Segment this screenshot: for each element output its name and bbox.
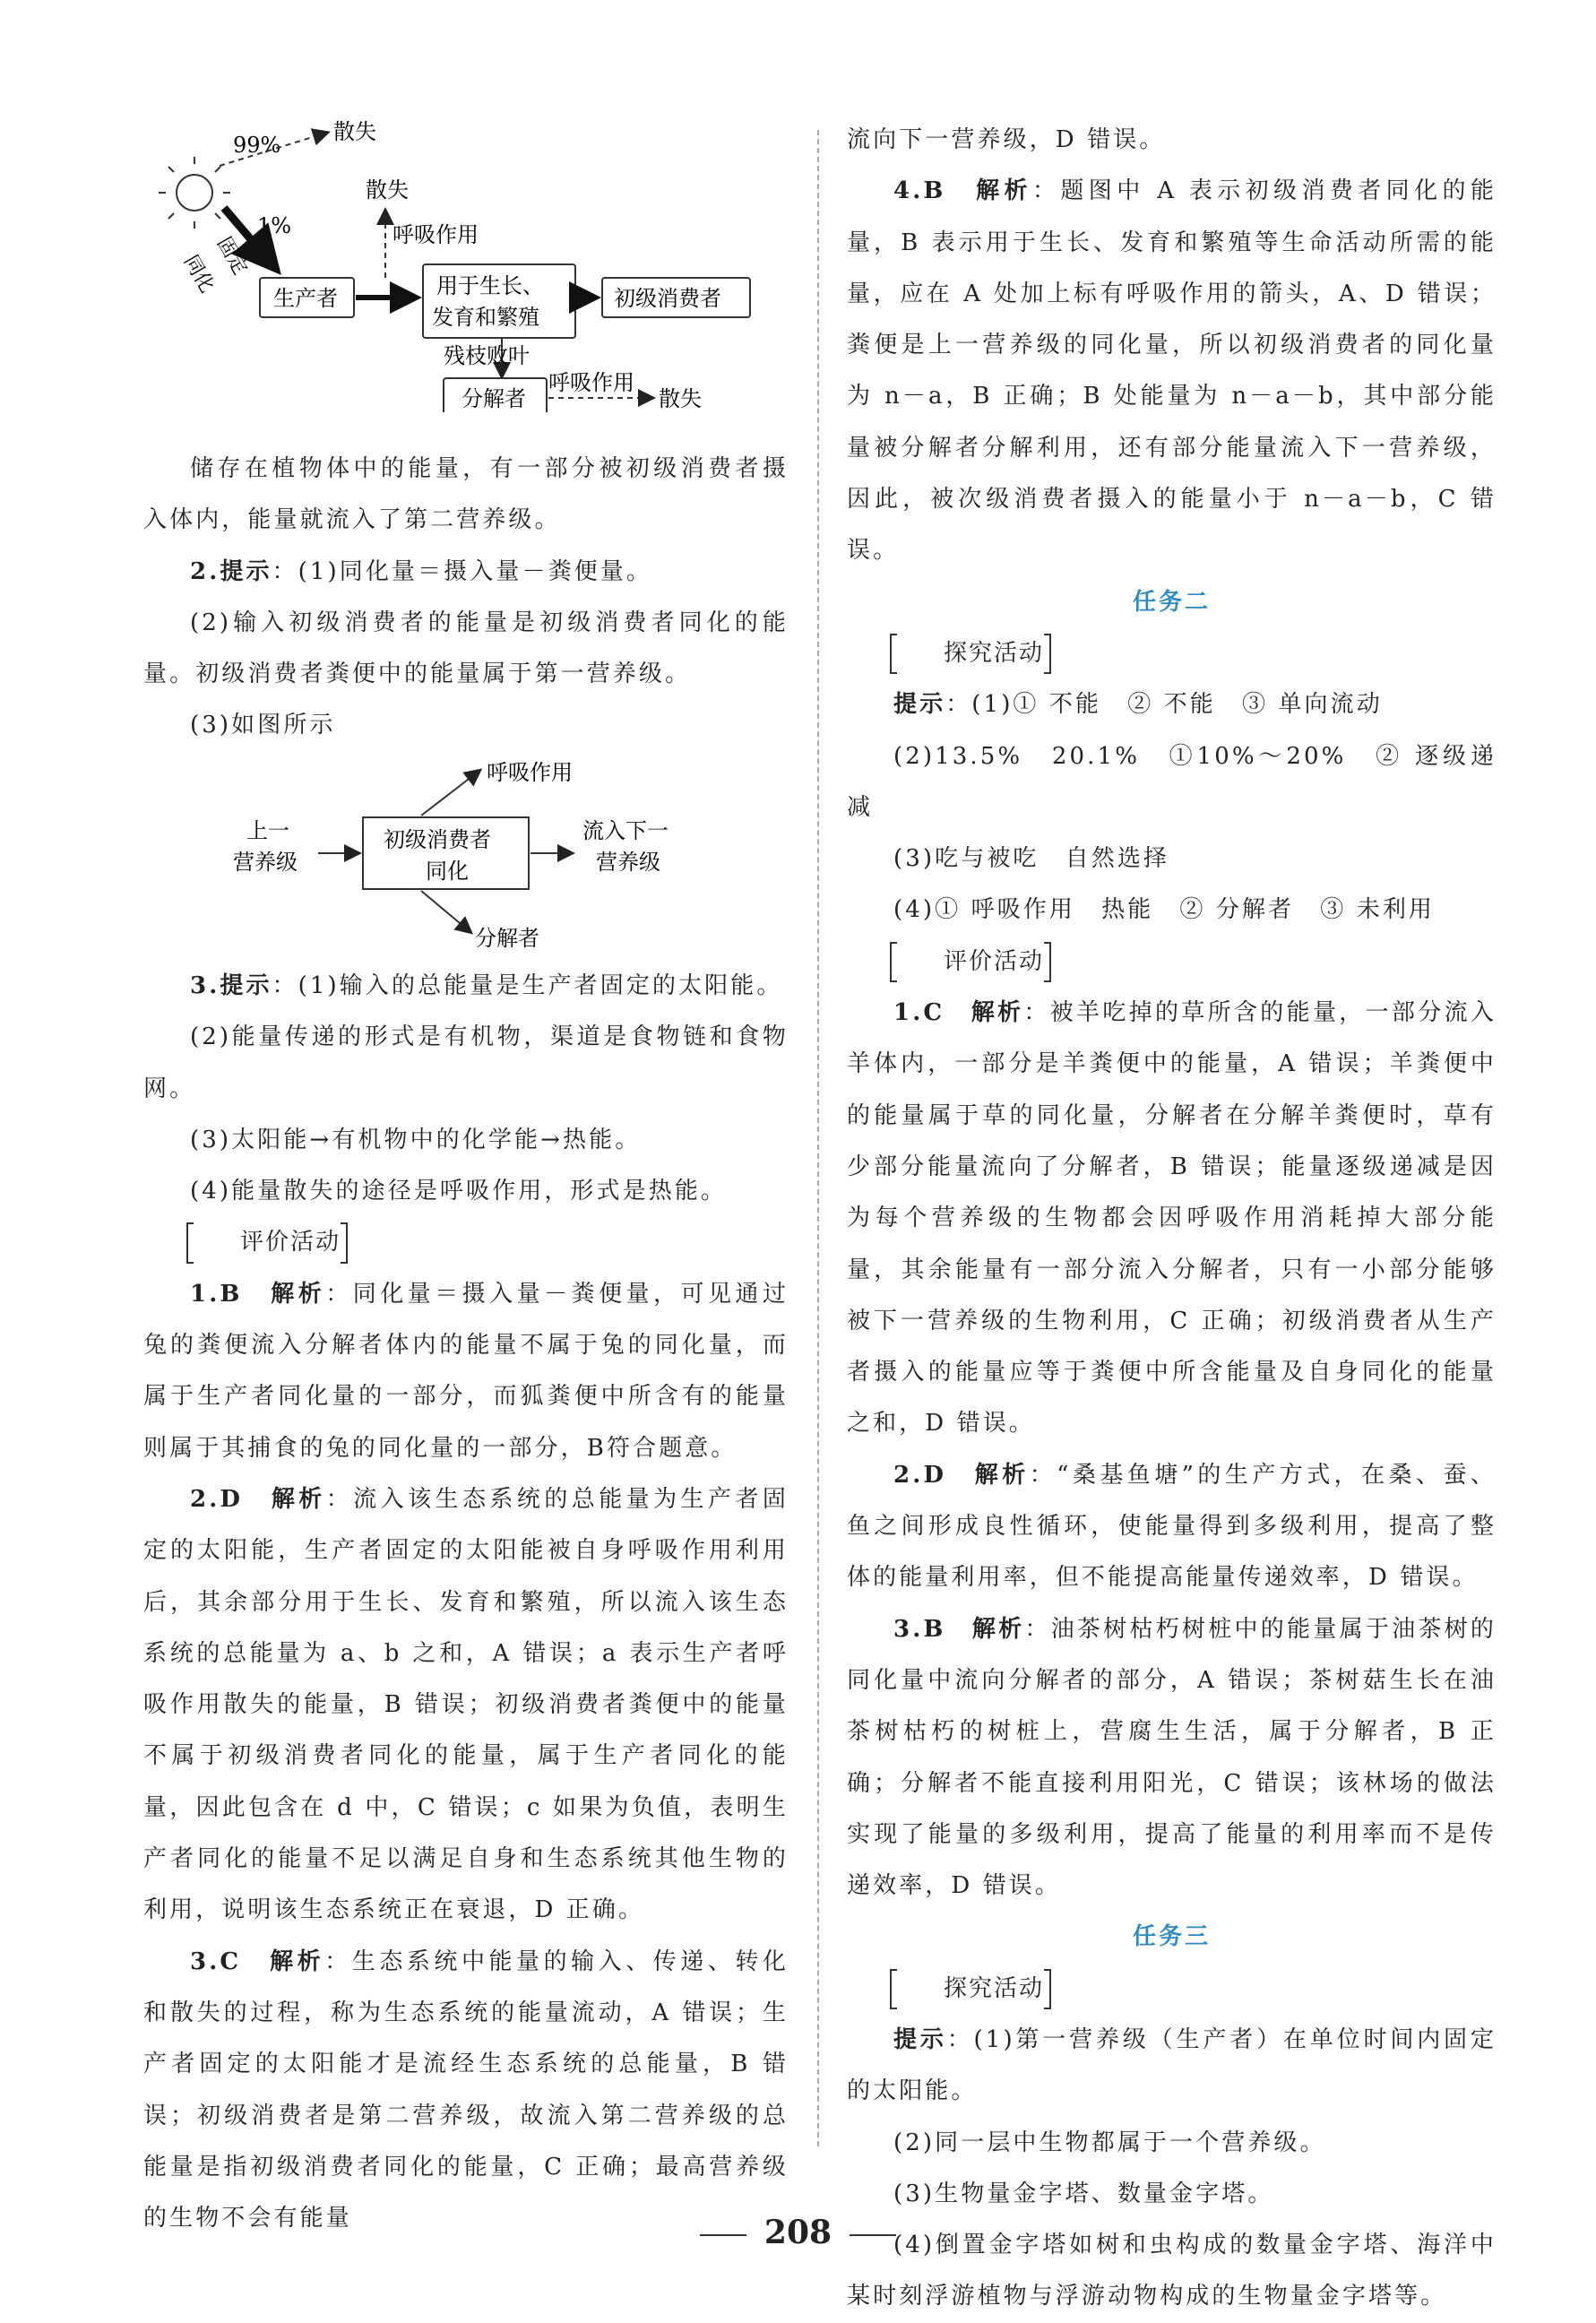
q2-line1 xyxy=(143,547,789,598)
r4-paragraph xyxy=(847,166,1497,576)
r0-line: 流向下一营养级，D 错误。 xyxy=(847,126,1166,153)
f2-paragraph xyxy=(847,1450,1497,1604)
q3-line1 xyxy=(143,961,789,1012)
explore3-heading xyxy=(847,1964,1497,2015)
explore-heading xyxy=(847,628,1497,679)
f1-text: ：被羊吃掉的草所含的能量，一部分流入羊体内，一部分是羊粪便中的能量，A 错误；羊粪便中的能量属于草的同化量，分解者在分解羊粪便时，草有少部分能量流向了分解者，B 错误；能量逐级递减是因为每个营养级的生物都会因呼吸作用消耗掉大部分能量，其余能量有一部分流入分解者，只有一小部分能够被下一营养级的生物利用，C 正确；初级消费者从生产者摄入的能量应等于粪便中所含能量及自身同化的能量之和，D 错误。 xyxy=(847,999,1497,1438)
e2-tag: 解析 xyxy=(271,1485,326,1513)
e3-num: 3.C xyxy=(190,1947,242,1975)
e1-text: ：同化量＝摄入量－粪便量，可见通过兔的粪便流入分解者体内的能量不属于兔的同化量，而属于生产者同化量的一部分，而狐粪便中所含有的能量则属于其捕食的兔的同化量的一部分，B符合题意。 xyxy=(143,1280,789,1462)
q3-text1: ：(1)输入的总能量是生产者固定的太阳能。 xyxy=(272,972,783,999)
page-number: 208 xyxy=(763,2214,833,2251)
footer-dash-right xyxy=(850,2234,896,2236)
eval-heading-left xyxy=(143,1217,789,1268)
r4-num: 4.B xyxy=(893,177,946,205)
d2-respiration: 呼吸作用 xyxy=(487,760,573,785)
q3-line3: (3)太阳能→有机物中的化学能→热能。 xyxy=(190,1126,642,1153)
d2-next-1: 流入下一 xyxy=(582,818,669,843)
t3-line2: (2)同一层中生物都属于一个营养级。 xyxy=(893,2129,1326,2156)
task2-title: 任务二 xyxy=(1132,588,1211,616)
e3-text: ：生态系统中能量的输入、传递、转化和散失的过程，称为生态系统的能量流动，A 错误；生产者固定的太阳能才是流经生态系统的总能量，B 错误；初级消费者是第二营养级，故流入第二营养级的总能量是指初级消费者同化的能量，C 正确；最高营养级的生物不会有能量 xyxy=(143,1947,789,2232)
eval-label-right: 评价活动 xyxy=(893,937,1048,988)
d2-box-1: 初级消费者 xyxy=(384,827,491,852)
e1-num: 1.B xyxy=(190,1280,243,1308)
fixed-label: 固定 xyxy=(211,233,252,280)
column-divider xyxy=(817,130,819,2146)
eval-heading-right xyxy=(847,937,1497,988)
e3-tag: 解析 xyxy=(270,1947,325,1975)
e2-num: 2.D xyxy=(190,1485,243,1513)
growth-box-line1: 用于生长、 xyxy=(436,273,544,298)
f1-num: 1.C xyxy=(893,999,945,1027)
d2-next-2: 营养级 xyxy=(596,850,660,875)
r4-text: ：题图中 A 表示初级消费者同化的能量，B 表示用于生长、发育和繁殖等生命活动所需的能量，应在 A 处加上标有呼吸作用的箭头，A、D 错误；粪便是上一营养级的同化量，所以初级消费者的同化量为 n－a，B 正确；B 处能量为 n－a－b，其中部分能量被分解者分解利用，还有部分能量流入下一营养级，因此，被次级消费者摄入的能量小于 n－a－b，C 错误。 xyxy=(847,177,1497,565)
energy-flow-diagram-2 xyxy=(143,753,789,959)
f2-text: ：“桑基鱼塘”的生产方式，在桑、蚕、鱼之间形成良性循环，使能量得到多级利用，提高了整体的能量利用率，但不能提高能量传递效率，D 错误。 xyxy=(847,1461,1497,1592)
energy-flow-diagram-1 xyxy=(143,108,789,412)
e1-tag: 解析 xyxy=(271,1280,326,1308)
f1-paragraph xyxy=(847,988,1497,1450)
t2-line1 xyxy=(847,679,1497,730)
f1-tag: 解析 xyxy=(971,999,1024,1027)
loss-top: 散失 xyxy=(333,119,376,144)
r4-tag: 解析 xyxy=(976,177,1032,205)
f2-num: 2.D xyxy=(893,1461,946,1489)
t2-hint: 提示 xyxy=(893,691,946,719)
respiration-1: 呼吸作用 xyxy=(393,222,479,247)
q3-line2: (2)能量传递的形式是有机物，渠道是食物链和食物网。 xyxy=(143,1023,789,1102)
e2-text: ：流入该生态系统的总能量为生产者固定的太阳能，生产者固定的太阳能被自身呼吸作用利用后，其余部分用于生长、发育和繁殖，所以流入该生态系统的总能量为 a、b 之和，A 错误；a 表示生产者呼吸作用散失的能量，B 错误；初级消费者粪便中的能量不属于初级消费者同化的能量，属于生产者同化的能量，因此包含在 d 中，C 错误；c 如果为负值，表明生产者同化的能量不足以满足自身和生态系统其他生物的利用，说明该生态系统正在衰退，D 正确。 xyxy=(143,1485,789,1924)
q2-line3: (3)如图所示 xyxy=(190,712,336,739)
q3-line4: (4)能量散失的途径是呼吸作用，形式是热能。 xyxy=(190,1178,728,1205)
primary-consumer-box: 初级消费者 xyxy=(614,286,721,311)
residue-label: 残枝败叶 xyxy=(444,343,530,368)
e1-paragraph xyxy=(143,1269,789,1474)
t3-line4: (4)倒置金字塔如树和虫构成的数量金字塔、海洋中某时刻浮游植物与浮游动物构成的生物量金字塔等。 xyxy=(847,2232,1497,2310)
t3-line1 xyxy=(847,2015,1497,2118)
f3-text: ：油茶树枯朽树桩中的能量属于油茶树的同化量中流向分解者的部分，A 错误；茶树菇生长在油茶树枯朽的树桩上，营腐生生活，属于分解者，B 正确；分解者不能直接利用阳光，C 错误；该林场的做法实现了能量的多级利用，提高了能量的利用率而不是传递效率，D 错误。 xyxy=(847,1615,1497,1900)
left-p1: 储存在植物体中的能量，有一部分被初级消费者摄入体内，能量就流入了第二营养级。 xyxy=(143,455,789,534)
q3-num: 3. xyxy=(190,972,220,999)
d2-decomposer: 分解者 xyxy=(475,926,539,951)
t2-line3: (3)吃与被吃 自然选择 xyxy=(893,845,1170,873)
t2-text1: ：(1)① 不能 ② 不能 ③ 单向流动 xyxy=(945,691,1383,719)
q2-hint: 提示 xyxy=(220,557,272,585)
footer-dash-left xyxy=(700,2234,746,2236)
f2-tag: 解析 xyxy=(974,1461,1030,1489)
task3-title: 任务三 xyxy=(1132,1923,1211,1951)
q2-text1: ：(1)同化量＝摄入量－粪便量。 xyxy=(272,557,652,585)
loss-mid: 散失 xyxy=(366,177,409,203)
eval-label-left: 评价活动 xyxy=(190,1217,344,1268)
e2-paragraph xyxy=(143,1474,789,1937)
f3-num: 3.B xyxy=(893,1615,946,1643)
q2-num: 2. xyxy=(190,557,220,585)
producer-box: 生产者 xyxy=(273,286,338,311)
respiration-2: 呼吸作用 xyxy=(548,370,634,395)
growth-box-line2: 发育和繁殖 xyxy=(432,305,539,330)
t2-line2: (2)13.5% 20.1% ①10%～20% ② 逐级递减 xyxy=(847,742,1497,821)
decomposer-box: 分解者 xyxy=(462,386,526,411)
d2-prev-1: 上一 xyxy=(246,818,289,843)
t3-hint: 提示 xyxy=(893,2025,947,2053)
page-number-footer xyxy=(0,2214,1596,2251)
e3-paragraph xyxy=(143,1937,789,2245)
t3-line3: (3)生物量金字塔、数量金字塔。 xyxy=(893,2180,1274,2207)
t3-text1: ：(1)第一营养级（生产者）在单位时间内固定的太阳能。 xyxy=(847,2025,1497,2105)
explore-label: 探究活动 xyxy=(893,628,1048,679)
pct-1: 1% xyxy=(257,213,292,238)
q3-hint: 提示 xyxy=(220,972,272,999)
pct-99: 99% xyxy=(233,133,281,158)
q2-line2: (2)输入初级消费者的能量是初级消费者同化的能量。初级消费者粪便中的能量属于第一营养级。 xyxy=(143,609,789,688)
f3-paragraph xyxy=(847,1604,1497,1913)
d2-box-2: 同化 xyxy=(426,859,469,884)
d2-prev-2: 营养级 xyxy=(233,850,298,875)
f3-tag: 解析 xyxy=(971,1615,1025,1643)
loss-right: 散失 xyxy=(659,386,702,411)
sun-icon xyxy=(159,157,230,229)
explore3-label: 探究活动 xyxy=(893,1964,1048,2015)
t2-line4: (4)① 呼吸作用 热能 ② 分解者 ③ 未利用 xyxy=(893,896,1436,924)
assimilate-label: 同化 xyxy=(178,251,219,298)
